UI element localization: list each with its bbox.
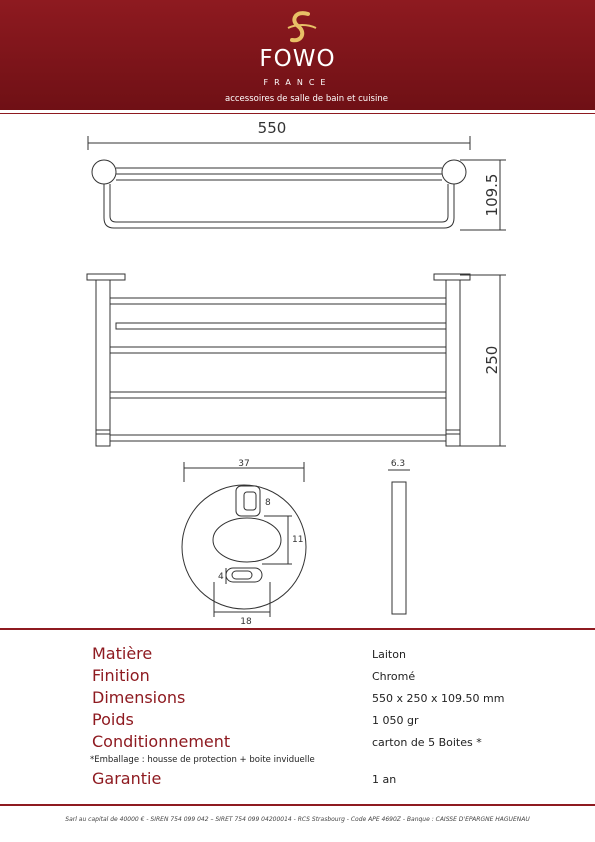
plan-view (87, 274, 470, 446)
spec-label-finition: Finition (92, 666, 150, 685)
width-dimension-label: 550 (257, 119, 287, 137)
spec-value-matiere: Laiton (372, 648, 406, 661)
slot-11-label: 11 (292, 535, 304, 545)
brand-name: FOWO (259, 46, 336, 72)
spec-label-conditionnement: Conditionnement (92, 732, 231, 751)
section-divider (0, 628, 595, 630)
footer-rule (0, 804, 595, 806)
spec-value-garantie: 1 an (372, 773, 397, 786)
flange-detail (182, 462, 306, 617)
slot-8-label: 8 (265, 498, 271, 508)
packaging-note: *Emballage : housse de protection + boite inviduelle (90, 755, 315, 765)
brand-country: FRANCE (263, 78, 332, 87)
slot-18-label: 18 (240, 617, 252, 627)
spec-value-finition: Chromé (372, 670, 416, 683)
brand-tagline: accessoires de salle de bain et cuisine (225, 94, 388, 104)
slot-4-label: 4 (218, 572, 224, 582)
height-dimension-label: 109.5 (483, 173, 501, 217)
spec-label-dimensions: Dimensions (92, 688, 186, 707)
spec-value-poids: 1 050 gr (372, 714, 419, 727)
technical-drawing (0, 112, 595, 628)
flange-thickness-label: 6.3 (390, 459, 406, 469)
flange-diameter-label: 37 (238, 459, 250, 469)
spec-label-matiere: Matière (92, 644, 153, 663)
spec-value-conditionnement: carton de 5 Boites * (372, 736, 482, 749)
spec-label-poids: Poids (92, 710, 134, 729)
front-view (92, 160, 466, 228)
spec-value-dimensions: 550 x 250 x 109.50 mm (372, 692, 505, 705)
fowo-logo-icon (282, 8, 322, 48)
spec-label-garantie: Garantie (92, 769, 162, 788)
flange-side-view (388, 470, 410, 614)
depth-dimension-label: 250 (483, 345, 501, 375)
company-footer: Sarl au capital de 40000 € - SIREN 754 099 042 – SIRET 754 099 04200014 - RCS Strasbourg - Code APE 4690Z - Banque : CAISSE D'EPARGNE HAGUENAU (65, 816, 530, 823)
